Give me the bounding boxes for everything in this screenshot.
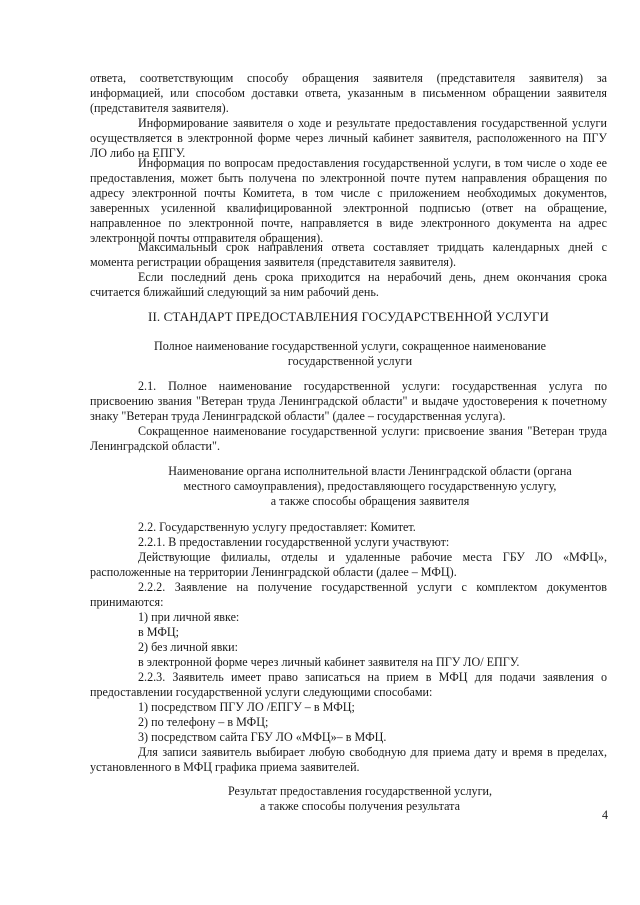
subheading-result-line-2: а также способы получения результата <box>260 799 460 813</box>
paragraph-2-2: 2.2. Государственную услугу предоставляет: Комитет. <box>138 520 416 534</box>
section-title: II. СТАНДАРТ ПРЕДОСТАВЛЕНИЯ ГОСУДАРСТВЕННОЙ УСЛУГИ <box>148 309 549 324</box>
paragraph-response-method: ответа, соответствующим способу обращения заявителя (представителя заявителя) за информацией, или способом доставки ответа, указанным в письменном обращении заявителя (представителя заявителя). <box>90 71 607 115</box>
subheading-authority <box>130 464 610 509</box>
subheading-full-name <box>120 339 580 369</box>
paragraph-appointment: Для записи заявитель выбирает любую свободную для приема дату и время в пределах, установленного в МФЦ графика приема заявителей. <box>90 745 607 774</box>
paragraph-2-1: 2.1. Полное наименование государственной услуги: государственная услуга по присвоению звания "Ветеран труда Ленинградской области" и выдаче удостоверения к почетному знаку "Ветеран труда Ленинградской области" (далее – государственная услуга). <box>90 379 607 423</box>
list-item-electronic-form: в электронной форме через личный кабинет заявителя на ПГУ ЛО/ ЕПГУ. <box>138 655 520 669</box>
paragraph-short-name: Сокращенное наименование государственной услуги: присвоение звания "Ветеран труда Ленинградской области". <box>90 424 607 453</box>
paragraph-2-2-2: 2.2.2. Заявление на получение государственной услуги с комплектом документов принимаются: <box>90 580 607 609</box>
paragraph-mfc-branches: Действующие филиалы, отделы и удаленные рабочие места ГБУ ЛО «МФЦ», расположенные на территории Ленинградской области (далее – МФЦ). <box>90 550 607 579</box>
subheading-full-name-line-2: государственной услуги <box>287 354 413 368</box>
subheading-authority-line-3: а также способы обращения заявителя <box>270 494 470 508</box>
paragraph-2-2-1: 2.2.1. В предоставлении государственной услуги участвуют: <box>138 535 450 549</box>
subheading-result-line-1: Результат предоставления государственной услуги, <box>227 784 493 798</box>
subheading-result <box>150 784 570 814</box>
paragraph-informing-progress: Информирование заявителя о ходе и результате предоставления государственной услуги осуществляется в электронной форме через личный кабинет заявителя, расположенного на ПГУ ЛО либо на ЕПГУ. <box>90 116 607 160</box>
list-item-remote: 2) без личной явки: <box>138 640 238 654</box>
paragraph-max-term: Максимальный срок направления ответа составляет тридцать календарных дней с момента регистрации обращения заявителя (представителя заявителя). <box>90 240 607 269</box>
list-item-in-mfc: в МФЦ; <box>138 625 179 639</box>
list-item-pgu: 1) посредством ПГУ ЛО /ЕПГУ – в МФЦ; <box>138 700 355 714</box>
paragraph-2-2-3: 2.2.3. Заявитель имеет право записаться на прием в МФЦ для подачи заявления о предоставлении государственной услуги следующими способами: <box>90 670 607 699</box>
paragraph-nonworking-day: Если последний день срока приходится на нерабочий день, днем окончания срока считается ближайший следующий за ним рабочий день. <box>90 270 607 299</box>
subheading-authority-line-2: местного самоуправления), предоставляющего государственную услугу, <box>183 479 557 493</box>
list-item-website: 3) посредством сайта ГБУ ЛО «МФЦ»– в МФЦ. <box>138 730 387 744</box>
list-item-phone: 2) по телефону – в МФЦ; <box>138 715 269 729</box>
paragraph-email-information: Информация по вопросам предоставления государственной услуги, в том числе о ходе ее предоставления, может быть получена по электронной почте путем направления обращения по адресу электронной почты Комитета, в том числе с приложением необходимых документов, заверенных усиленной квалифицированной электронной подписью (ответ на обращение, направленное по электронной почте, направляется в виде электронного документа на адрес электронной почты отправителя обращения). <box>90 156 607 245</box>
page-number: 4 <box>601 808 608 822</box>
list-item-in-person: 1) при личной явке: <box>138 610 240 624</box>
subheading-authority-line-1: Наименование органа исполнительной власти Ленинградской области (органа <box>168 464 572 478</box>
subheading-full-name-line-1: Полное наименование государственной услуги, сокращенное наименование <box>153 339 546 353</box>
